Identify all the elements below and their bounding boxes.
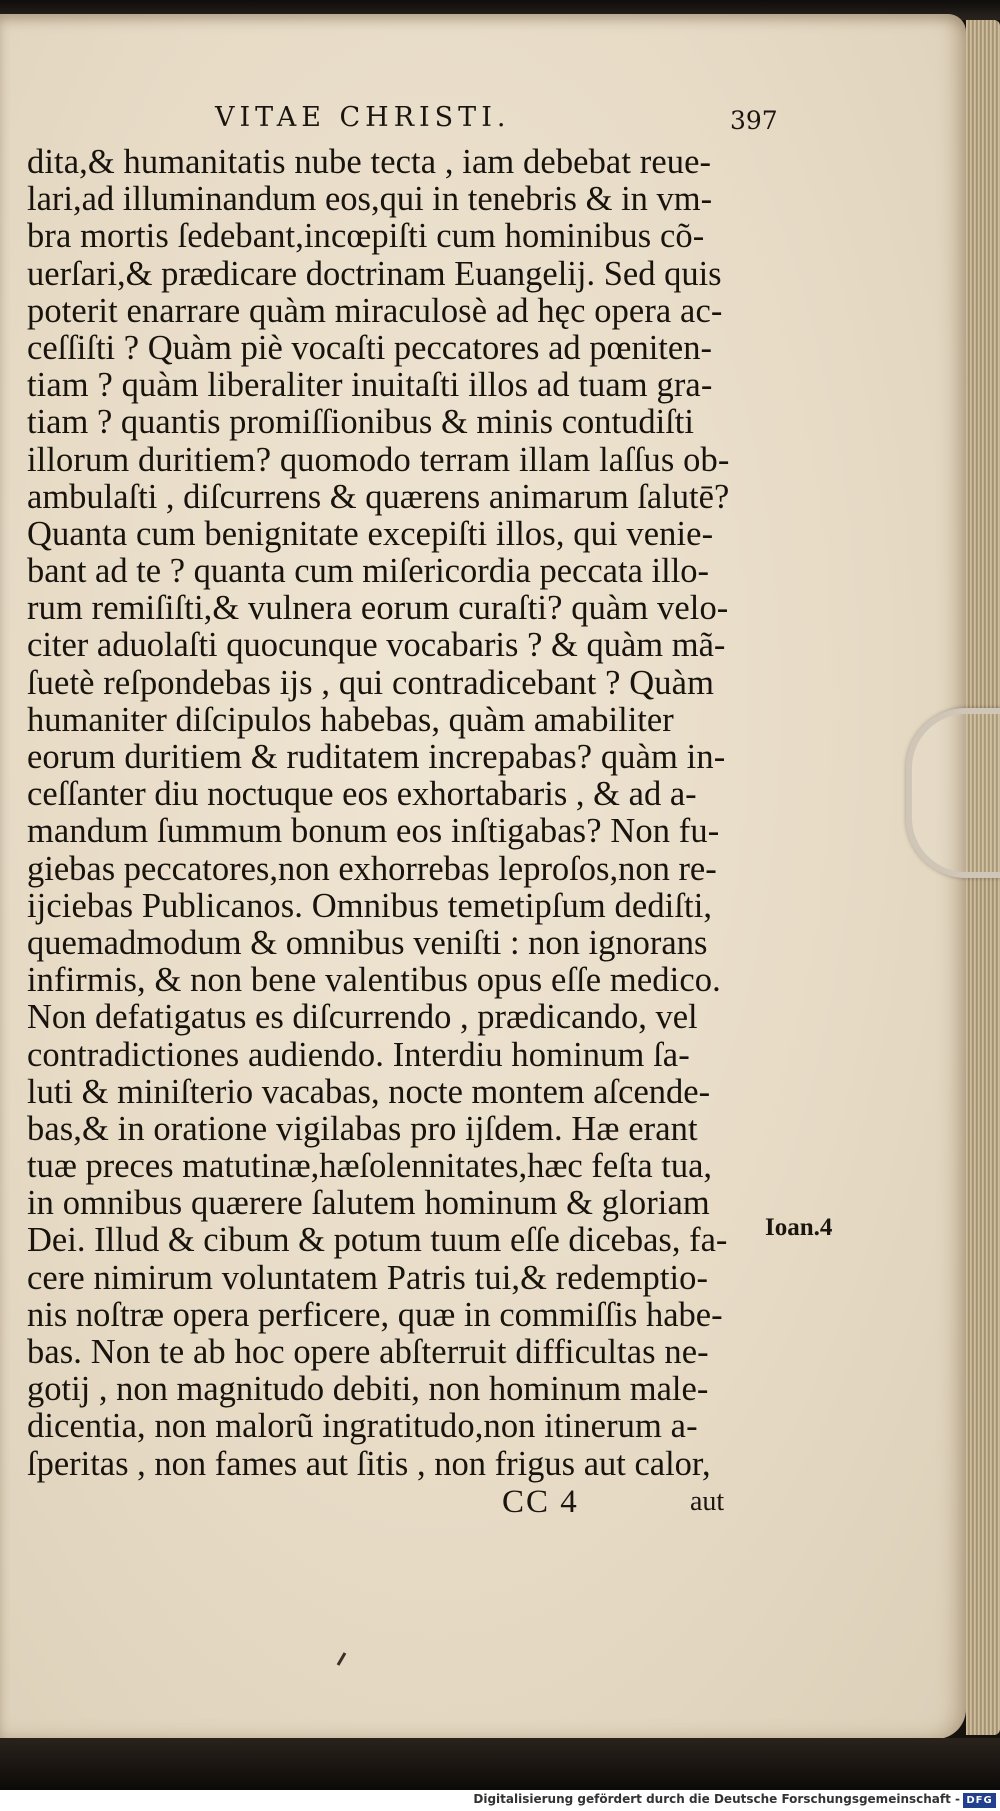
dfg-logo: DFG — [963, 1793, 996, 1808]
text-line: ambulaſti , diſcurrens & quærens animarum ſalutē? — [27, 477, 730, 516]
text-line: eorum duritiem & ruditatem increpabas? quàm in- — [27, 738, 726, 776]
text-line: bra mortis ſedebant,incœpiſti cum hominibus cõ- — [27, 217, 705, 256]
text-line: tuæ preces matutinæ,hæſolennitates,hæc feſta tua, — [27, 1147, 713, 1186]
text-line: illorum duritiem? quomodo terram illam laſſus ob- — [27, 440, 730, 479]
text-line: quemadmodum & omnibus veniſti : non ignorans — [27, 923, 708, 962]
scan-bottom-edge — [0, 1738, 1000, 1790]
text-line: tiam ? quàm liberaliter inuitaſti illos ad tuam gra- — [27, 366, 713, 405]
text-line: ceſſiſti ? Quàm piè vocaſti peccatores ad pœniten- — [27, 328, 712, 367]
digitization-footer — [0, 1790, 1000, 1811]
text-line: uerſari,& prædicare doctrinam Euangelij. Sed quis — [27, 254, 722, 293]
text-line: humaniter diſcipulos habebas, quàm amabiliter — [27, 700, 674, 739]
text-line: dicentia, non malorũ ingratitudo,non itinerum a- — [27, 1407, 698, 1446]
text-line: ceſſanter diu noctuque eos exhortabaris , & ad a- — [27, 775, 697, 814]
signature-mark: CC 4 — [502, 1484, 579, 1520]
running-header: VITAE CHRISTI. — [215, 102, 511, 133]
margin-note: Ioan.4 — [765, 1214, 833, 1241]
body-text — [27, 144, 747, 1483]
text-line: bant ad te ? quanta cum miſericordia peccata illo- — [27, 552, 710, 591]
text-line: cere nimirum voluntatem Patris tui,& redemptio- — [27, 1258, 709, 1297]
text-line: ſperitas , non fames aut ſitis , non frigus aut calor, — [27, 1444, 711, 1483]
ink-mark — [337, 1652, 347, 1666]
text-line: bas. Non te ab hoc opere abſterruit difficultas ne- — [27, 1333, 709, 1371]
book-clip — [906, 708, 1000, 878]
text-line: infirmis, & non bene valentibus opus eſſe medico. — [27, 961, 721, 1000]
text-line: Dei. Illud & cibum & potum tuum eſſe dicebas, fa- — [27, 1221, 728, 1260]
catchword: aut — [690, 1486, 725, 1517]
text-line: contradictiones audiendo. Interdiu hominum ſa- — [27, 1035, 690, 1074]
text-line: citer aduolaſti quocunque vocabaris ? & quàm mã- — [27, 626, 726, 665]
funding-credit: Digitalisierung gefördert durch die Deutsche Forschungsgemeinschaft - — [473, 1792, 960, 1806]
text-line: Quanta cum benignitate excepiſti illos, qui venie- — [27, 514, 714, 553]
text-line: gotij , non magnitudo debiti, non hominum male- — [27, 1370, 709, 1409]
book-page — [0, 14, 966, 1739]
text-line: lari,ad illuminandum eos,qui in tenebris & in vm- — [27, 180, 713, 219]
text-line: poterit enarrare quàm miraculosè ad hęc opera ac- — [27, 291, 723, 330]
text-line: in omnibus quærere ſalutem hominum & gloriam — [27, 1184, 710, 1223]
page-number: 397 — [730, 106, 778, 135]
text-line: nis noſtræ opera perficere, quæ in commiſſis habe- — [27, 1295, 723, 1334]
text-line: rum remiſiſti,& vulnera eorum curaſti? quàm velo- — [27, 589, 729, 628]
text-line: tiam ? quantis promiſſionibus & minis contudiſti — [27, 403, 694, 442]
text-line: ſuetè reſpondebas ijs , qui contradicebant ? Quàm — [27, 663, 714, 702]
text-line: ijciebas Publicanos. Omnibus temetipſum dediſti, — [27, 886, 713, 925]
text-line: Non defatigatus es diſcurrendo , prædicando, vel — [27, 998, 698, 1037]
text-line: bas,& in oratione vigilabas pro ijſdem. Hæ erant — [27, 1109, 698, 1148]
text-line: giebas peccatores,non exhorrebas leproſos,non re- — [27, 849, 717, 888]
text-line: dita,& humanitatis nube tecta , iam debebat reue- — [27, 143, 712, 181]
text-line: luti & miniſterio vacabas, nocte montem aſcende- — [27, 1072, 711, 1111]
text-line: mandum ſummum bonum eos inſtigabas? Non fu- — [27, 812, 720, 851]
